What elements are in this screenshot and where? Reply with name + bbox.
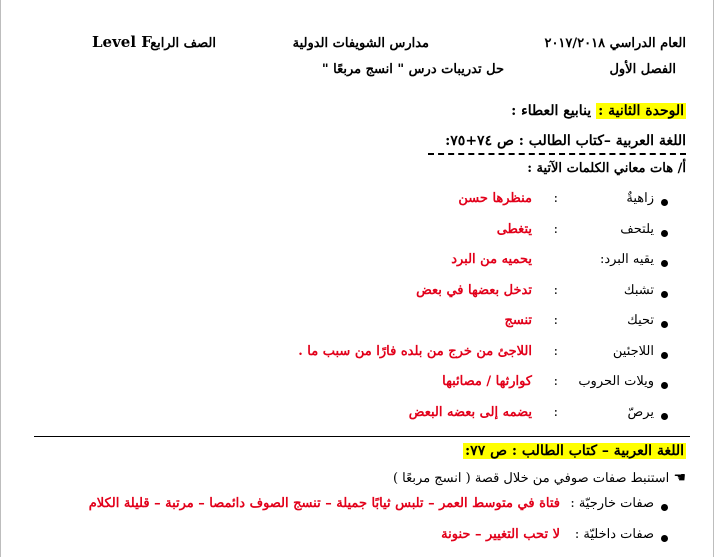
section1-heading: اللغة العربية –كتاب الطالب : ص ٧٤+٧٥: [445, 133, 686, 149]
vocab-item [20, 283, 668, 309]
vocab-item [20, 374, 668, 400]
vocab-item [20, 222, 668, 248]
vocab-term: يرصّ [627, 404, 654, 420]
vocab-colon: : [553, 191, 558, 206]
inner-traits-label: صفات داخليّة : [574, 527, 654, 542]
vocab-colon: : [553, 221, 558, 237]
vocab-term: زاهيةٌ [626, 191, 654, 206]
academic-year: العام الدراسي ٢٠١٧/٢٠١٨ [544, 36, 686, 51]
pointing-hand-icon: ☚ [673, 470, 686, 486]
vocab-item [20, 191, 668, 217]
section-divider [34, 436, 690, 437]
vocab-item [20, 252, 668, 278]
vocab-meaning: يحميه من البرد [451, 252, 532, 267]
unit-name: ينابيع العطاء : [511, 103, 592, 119]
bullet-icon [661, 291, 668, 298]
vocab-meaning: كوارثها / مصائبها [442, 374, 532, 389]
vocab-colon: : [553, 282, 558, 298]
vocab-colon: : [553, 374, 558, 389]
unit-heading [511, 103, 686, 119]
vocab-colon: : [553, 313, 558, 328]
section2-instruction-row [393, 470, 686, 486]
school-name: مدارس الشويفات الدولية [292, 36, 429, 51]
bullet-icon [661, 535, 668, 542]
page-frame-left [0, 0, 1, 557]
vocab-meaning: تنسج [504, 313, 532, 328]
vocab-meaning: منظرها حسن [458, 191, 532, 206]
bullet-icon [661, 413, 668, 420]
vocab-term: اللاجئين [612, 343, 654, 359]
semester: الفصل الأول [609, 62, 676, 77]
vocab-item [20, 344, 668, 370]
outer-traits-label: صفات خارجيّة : [570, 496, 654, 511]
vocab-colon: : [553, 404, 558, 420]
bullet-icon [661, 199, 668, 206]
level-label: Level F [92, 33, 152, 51]
bullet-icon [661, 352, 668, 359]
vocab-meaning: تدخل بعضها في بعض [416, 282, 532, 298]
bullet-icon [661, 260, 668, 267]
bullet-icon [661, 230, 668, 237]
outer-traits-row [20, 496, 668, 522]
grade-label: الصف الرابع [150, 36, 216, 51]
vocab-term: يلتحف [620, 221, 654, 237]
inner-traits-text: لا تحب التغيير – حنونة [441, 527, 560, 542]
outer-traits-text: فتاة في متوسط العمر – تلبس ثيابًا جميلة – تنسج الصوف دائمصا – مرتبة – قليلة الكلام [88, 496, 560, 511]
vocab-colon: : [553, 343, 558, 359]
inner-traits-row [20, 527, 668, 553]
vocab-meaning: يتغطى [496, 221, 532, 237]
section1-underline [428, 153, 686, 155]
section1-instruction: أ/ هات معاني الكلمات الآتية : [527, 161, 686, 176]
vocab-term: تحيك [627, 313, 654, 328]
lesson-title: حل تدريبات درس " انسج مربعًا " [321, 62, 504, 77]
bullet-icon [661, 382, 668, 389]
vocab-item [20, 313, 668, 339]
vocab-term: يقيه البرد: [599, 252, 654, 267]
unit-title: الوحدة الثانية : [598, 103, 684, 119]
vocab-term: ويلات الحروب [578, 374, 654, 389]
bullet-icon [661, 321, 668, 328]
vocab-meaning: اللاجئ من خرج من بلده فارًا من سبب ما . [298, 343, 532, 359]
section2-heading-wrap [463, 443, 686, 459]
bullet-icon [661, 504, 668, 511]
vocab-meaning: يضمه إلى بعضه البعض [408, 404, 532, 420]
section2-instruction: استنبط صفات صوفي من خلال قصة ( انسج مربعًا ) [392, 471, 670, 486]
vocab-item [20, 405, 668, 431]
vocab-term: تشبك [623, 282, 654, 298]
section2-heading: اللغة العربية – كتاب الطالب : ص ٧٧: [465, 443, 684, 459]
